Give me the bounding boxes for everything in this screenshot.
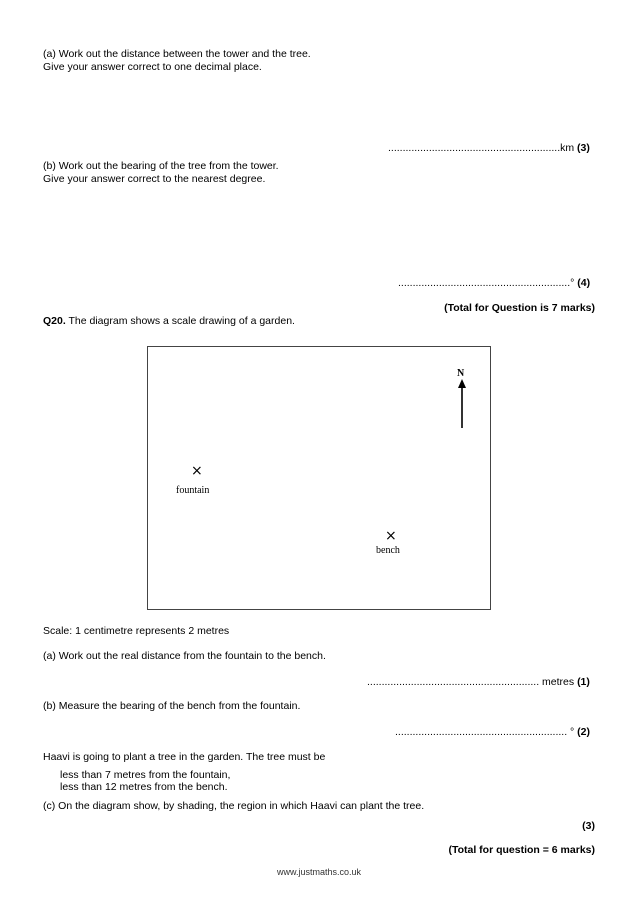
answer-dots: ........................................................... bbox=[388, 142, 561, 154]
q19b-answer-line bbox=[398, 277, 590, 290]
north-label: N bbox=[457, 368, 465, 379]
answer-dots: ........................................................... bbox=[395, 726, 568, 738]
q19b-question-line1: (b) Work out the bearing of the tree from the tower. bbox=[43, 160, 279, 172]
q20-intro bbox=[43, 315, 295, 328]
q20a-question: (a) Work out the real distance from the fountain to the bench. bbox=[43, 650, 326, 662]
q19a-answer-line bbox=[388, 142, 590, 155]
q19a-question-line2: Give your answer correct to one decimal place. bbox=[43, 61, 262, 73]
answer-unit: ° bbox=[567, 726, 575, 738]
answer-unit: metres bbox=[539, 676, 575, 688]
north-arrow-icon bbox=[454, 378, 470, 430]
answer-dots: ........................................................... bbox=[367, 676, 540, 688]
answer-unit: km bbox=[560, 142, 575, 154]
q19b-question-line2: Give your answer correct to the nearest degree. bbox=[43, 173, 266, 185]
marks: (1) bbox=[577, 676, 590, 688]
garden-diagram[interactable] bbox=[147, 346, 491, 610]
bench-label: bench bbox=[376, 545, 400, 556]
q20b-question: (b) Measure the bearing of the bench from the fountain. bbox=[43, 700, 301, 712]
bench-marker: × bbox=[385, 528, 397, 544]
answer-dots: ........................................................... bbox=[398, 277, 571, 289]
marks: (4) bbox=[577, 277, 591, 289]
footer-url[interactable]: www.justmaths.co.uk bbox=[276, 867, 362, 877]
marks: (3) bbox=[577, 142, 590, 154]
tree-intro: Haavi is going to plant a tree in the garden. The tree must be bbox=[43, 751, 326, 763]
q19a-question-line1: (a) Work out the distance between the tower and the tree. bbox=[43, 48, 311, 60]
question-text: The diagram shows a scale drawing of a garden. bbox=[65, 315, 295, 327]
q19-total: (Total for Question is 7 marks) bbox=[444, 302, 595, 314]
marks: (2) bbox=[577, 726, 591, 738]
fountain-marker: × bbox=[191, 463, 203, 479]
q20a-answer-line bbox=[367, 676, 590, 689]
scale-note: Scale: 1 centimetre represents 2 metres bbox=[43, 625, 230, 637]
q20b-answer-line bbox=[395, 726, 590, 739]
q20-total: (Total for question = 6 marks) bbox=[448, 844, 595, 856]
question-number: Q20. bbox=[43, 315, 66, 327]
q20c-question: (c) On the diagram show, by shading, the region in which Haavi can plant the tree. bbox=[43, 800, 425, 812]
fountain-label: fountain bbox=[176, 485, 210, 496]
tree-condition-2: less than 12 metres from the bench. bbox=[60, 781, 228, 793]
q20c-marks: (3) bbox=[582, 820, 595, 832]
answer-unit: ° bbox=[570, 277, 575, 289]
tree-condition-1: less than 7 metres from the fountain, bbox=[60, 769, 231, 781]
